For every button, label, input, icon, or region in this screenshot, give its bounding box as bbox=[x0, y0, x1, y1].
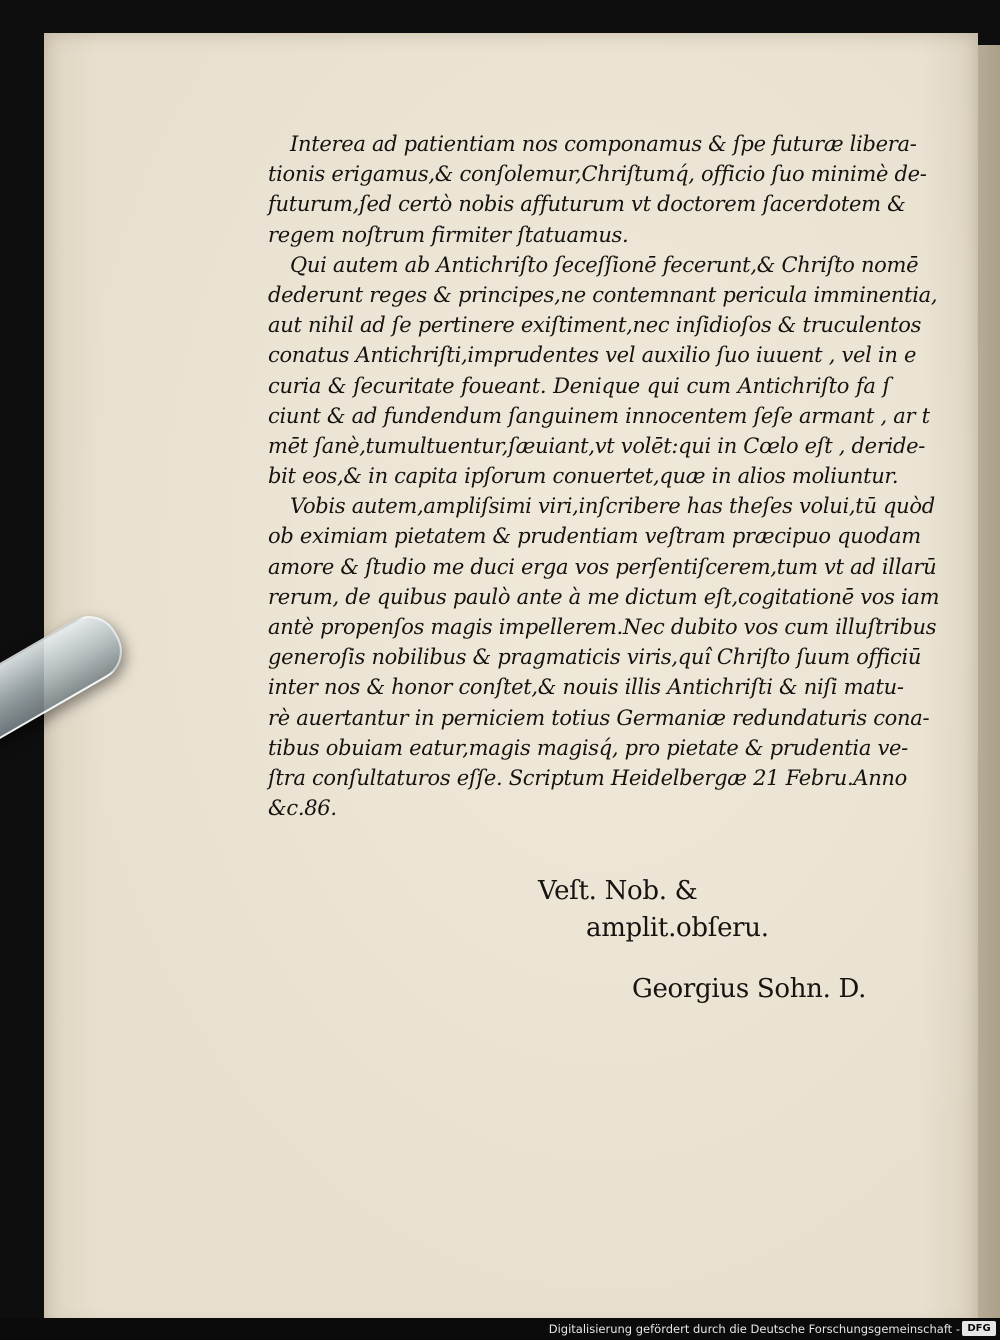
text-line: futurum,ſed certò nobis affuturum vt doctorem ſacerdotem & bbox=[268, 192, 906, 217]
text-line: curia & ſecuritate foueant. Denique qui cum Antichriſto fa ſ bbox=[268, 373, 890, 398]
digitization-credit: Digitalisierung gefördert durch die Deutsche Forschungsgemeinschaft - bbox=[548, 1322, 960, 1336]
text-line: &c.86. bbox=[268, 796, 337, 821]
body-text bbox=[268, 129, 940, 823]
text-line: mēt ſanè,tumultuentur,ſæuiant,vt volēt:qui in Cœlo eſt , deride- bbox=[268, 433, 926, 458]
text-line: conatus Antichriſti,imprudentes vel auxilio ſuo iuuent , vel in e bbox=[268, 343, 917, 368]
text-line: rè auertantur in perniciem totius Germaniæ redundaturis cona- bbox=[268, 705, 930, 730]
text-line: tibus obuiam eatur,magis magisq́, pro pietate & prudentia ve- bbox=[268, 735, 908, 760]
author-signature: Georgius Sohn. D. bbox=[632, 974, 867, 1004]
text-line: dederunt reges & principes,ne contemnant pericula imminentia, bbox=[268, 282, 938, 307]
closing-line-1: Veſt. Nob. & bbox=[538, 876, 698, 906]
dfg-logo: DFG bbox=[962, 1321, 996, 1336]
text-line: antè propenſos magis impellerem.Nec dubito vos cum illuſtribus bbox=[268, 615, 937, 639]
text-line: amore & ſtudio me duci erga vos perſentiſcerem,tum vt ad illarū bbox=[268, 554, 937, 579]
text-line: bit eos,& in capita ipſorum conuertet,quæ in alios moliuntur. bbox=[268, 464, 899, 489]
text-line: regem noſtrum firmiter ſtatuamus. bbox=[268, 222, 629, 247]
text-line: tionis erigamus,& conſolemur,Chriſtumq́, officio ſuo minimè de- bbox=[268, 162, 927, 187]
text-line: generoſis nobilibus & pragmaticis viris,quî Chriſto ſuum officiū bbox=[268, 645, 922, 670]
paragraph-2 bbox=[268, 250, 938, 492]
text-line: inter nos & honor conſtet,& nouis illis Antichriſti & niſi matu- bbox=[268, 675, 904, 700]
text-line: aut nihil ad ſe pertinere exiſtiment,nec inſidioſos & truculentos bbox=[268, 313, 922, 338]
text-line: Vobis autem,ampliſsimi viri,inſcribere has theſes volui,tū quòd bbox=[290, 494, 935, 519]
text-line: ciunt & ad fundendum ſanguinem innocentem ſeſe armant , ar t bbox=[268, 403, 930, 428]
text-line: Qui autem ab Antichriſto ſeceſſionē fecerunt,& Chriſto nomē bbox=[290, 252, 919, 277]
text-line: Interea ad patientiam nos componamus & ſpe futuræ libera- bbox=[290, 132, 917, 156]
text-line: rerum, de quibus paulò ante à me dictum eſt,cogitationē vos iam bbox=[268, 584, 940, 609]
text-line: ob eximiam pietatem & prudentiam veſtram præcipuo quodam bbox=[268, 524, 921, 549]
paragraph-1 bbox=[268, 129, 927, 250]
closing-line-2: amplit.obſeru. bbox=[586, 913, 769, 943]
paragraph-3 bbox=[268, 491, 940, 823]
text-line: ſtra conſultaturos eſſe. Scriptum Heidelbergæ 21 Febru.Anno bbox=[268, 765, 907, 790]
